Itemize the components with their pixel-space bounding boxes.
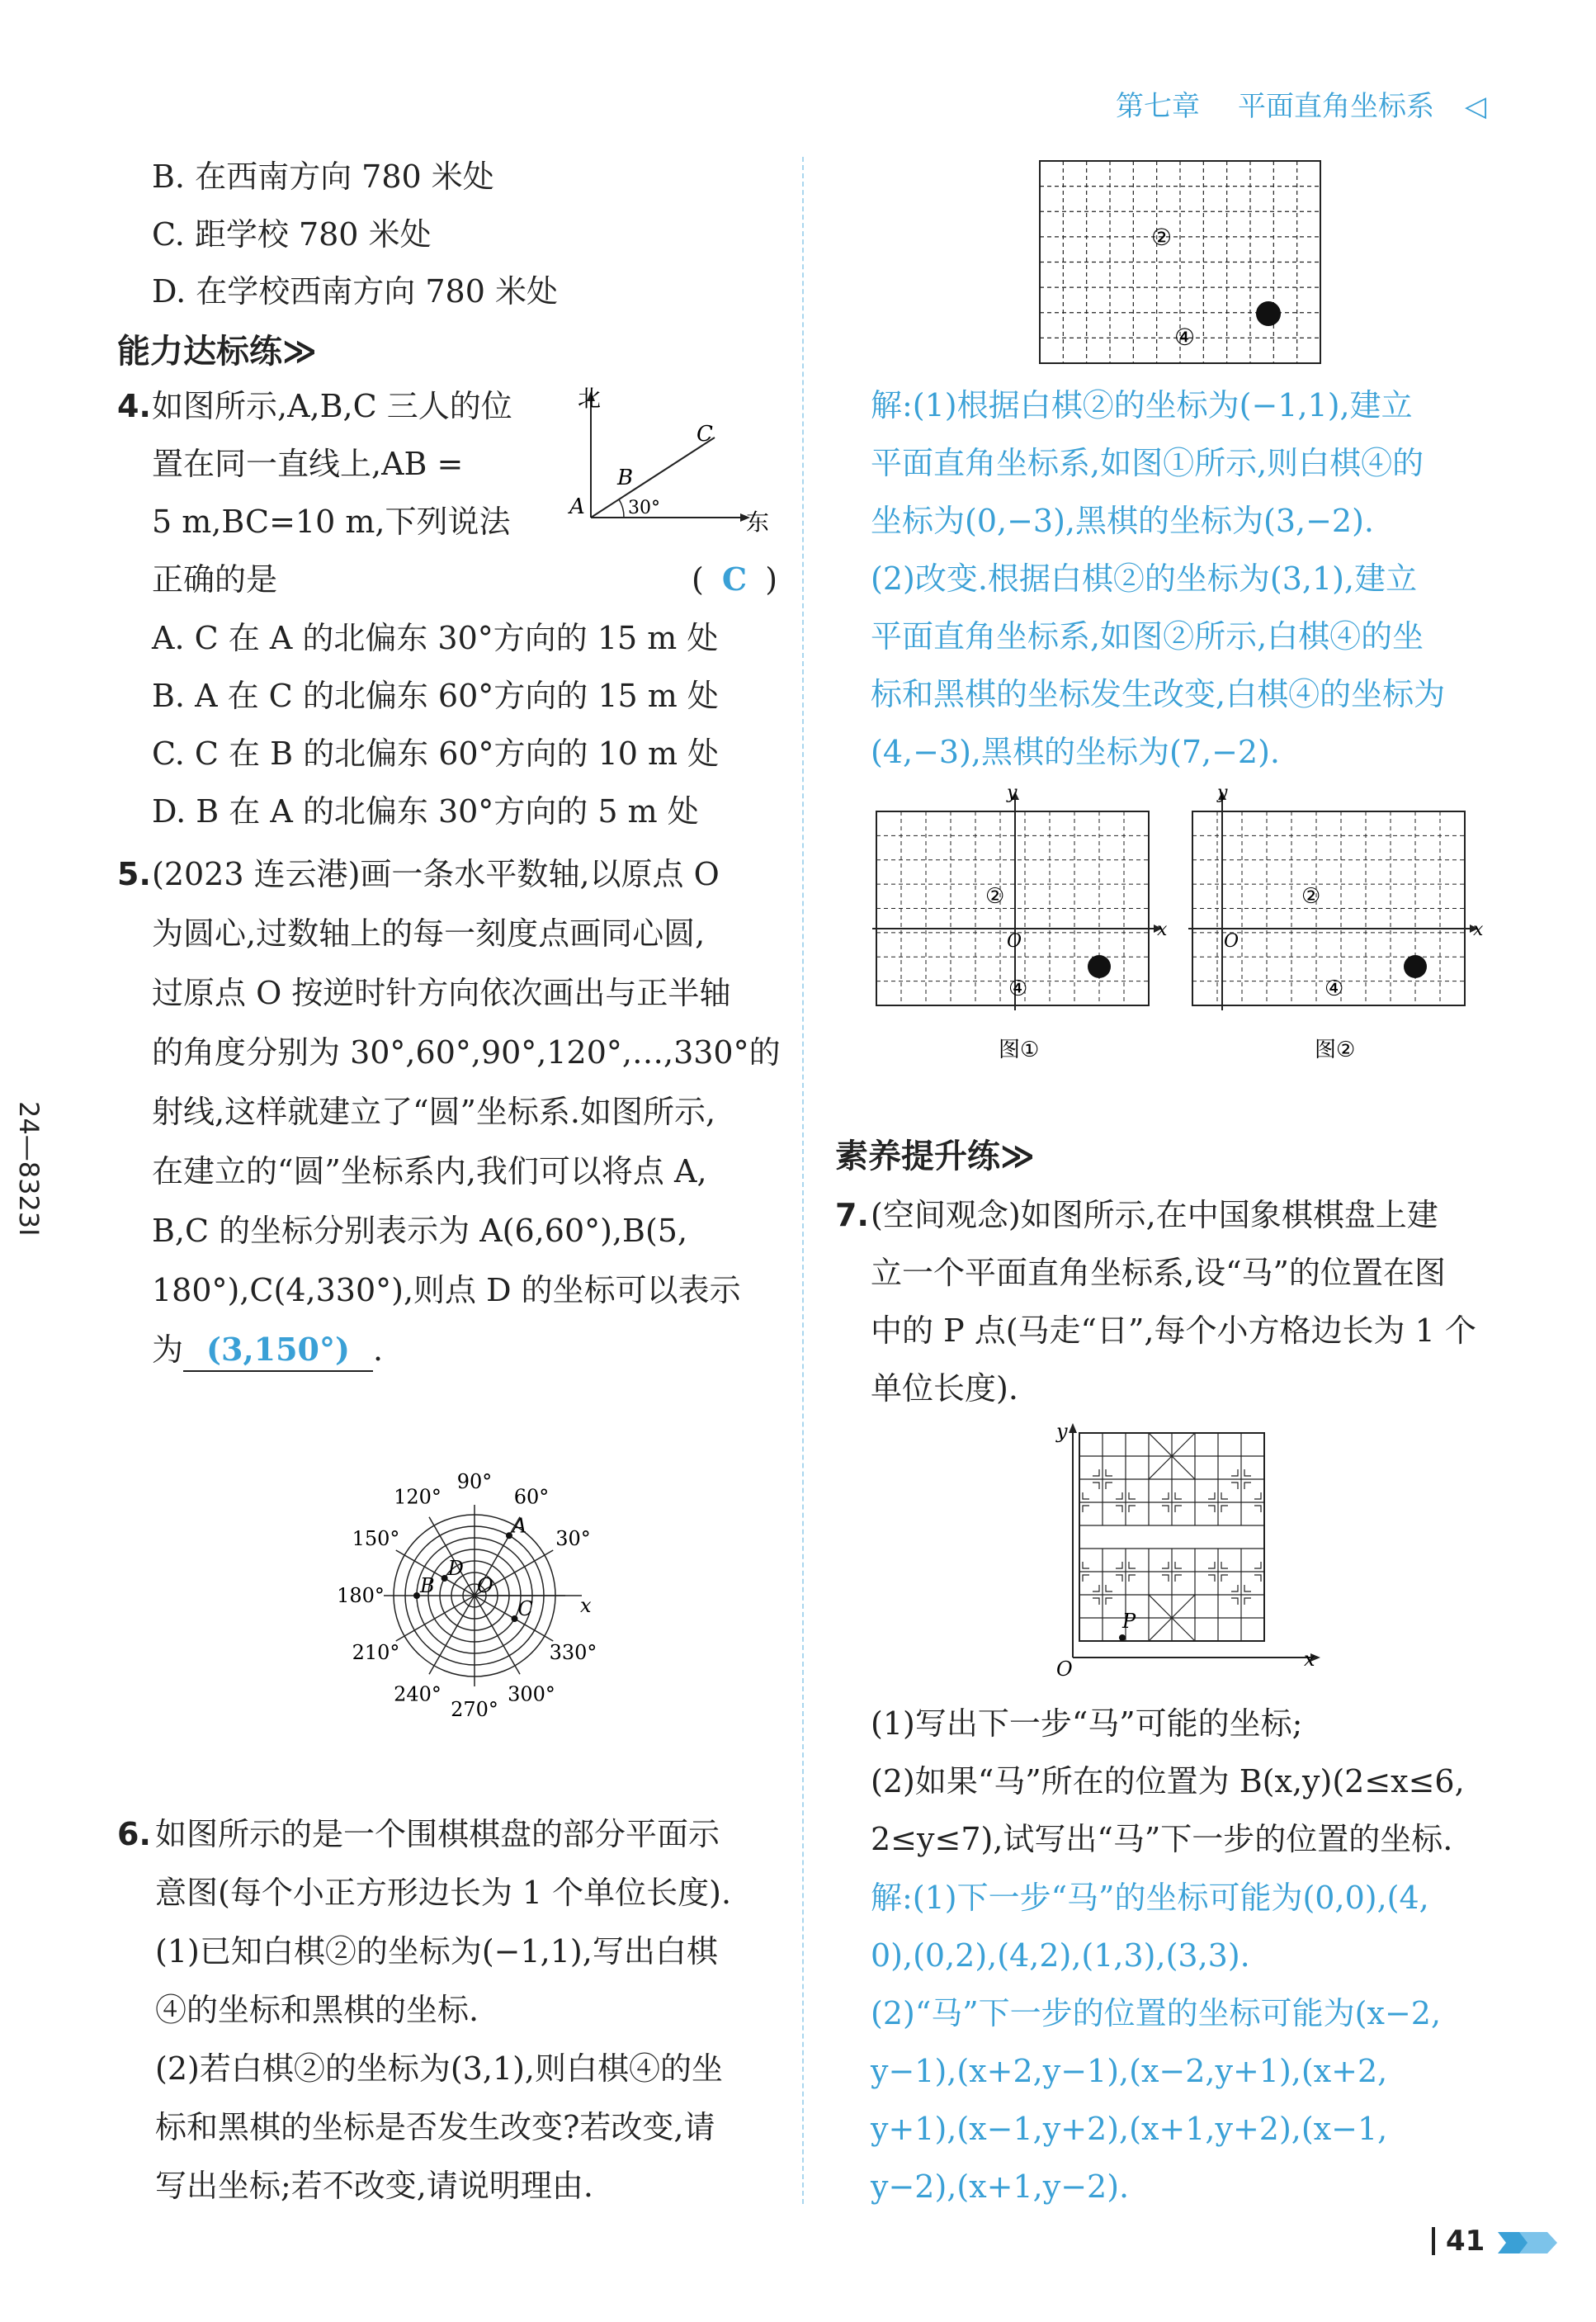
q5-line: 射线,这样就建立了“圆”坐标系.如图所示, [152, 1094, 716, 1130]
q6-line: 如图所示的是一个围棋棋盘的部分平面示 [155, 1816, 720, 1852]
q5-suffix: . [373, 1331, 384, 1368]
angle-tick-label: 240° [394, 1682, 441, 1706]
origin-label: O [477, 1574, 493, 1597]
q6-number: 6. [117, 1816, 151, 1852]
position-mark [1129, 1492, 1136, 1499]
q7-line: 单位长度). [871, 1370, 1018, 1407]
q5-line: (2023 连云港)画一条水平数轴,以原点 O [152, 856, 720, 892]
black-stone [1404, 955, 1427, 978]
position-mark [1175, 1562, 1182, 1568]
q7-part: (1)写出下一步“马”可能的坐标; [871, 1705, 1303, 1742]
q7-line: 立一个平面直角坐标系,设“马”的位置在图 [871, 1255, 1446, 1291]
bracket-open: ( [692, 561, 704, 598]
q4-answer: C [721, 560, 748, 598]
point-p-label: P [1122, 1610, 1136, 1633]
q4-line: 正确的是 [152, 561, 278, 598]
black-stone [1256, 301, 1281, 326]
position-mark [1221, 1562, 1228, 1568]
polar-point-c [511, 1615, 517, 1622]
position-mark [1231, 1469, 1238, 1476]
sol7-line: y+1),(x−1,y+2),(x+1,y+2),(x−1, [871, 2111, 1388, 2147]
header-chapter: 第七章 [1116, 90, 1200, 123]
q4-option-b: B. A 在 C 的北偏东 60°方向的 15 m 处 [152, 678, 719, 714]
polar-point-label: A [512, 1514, 527, 1538]
angle-tick-label: 60° [513, 1485, 550, 1509]
white-stone-2: ② [1151, 224, 1173, 251]
x-axis-label: x [1157, 920, 1168, 940]
position-mark [1093, 1469, 1099, 1476]
origin-label: O [1224, 931, 1239, 952]
position-mark [1208, 1575, 1215, 1582]
q5-number: 5. [117, 856, 151, 892]
sol7-line: (2)“马”下一步的位置的坐标可能为(x−2, [871, 1995, 1442, 2031]
q6-line: ④的坐标和黑棋的坐标. [155, 1992, 479, 2028]
column-divider [802, 157, 804, 2204]
position-mark [1116, 1506, 1122, 1512]
position-mark [1244, 1483, 1251, 1489]
position-mark [1208, 1562, 1215, 1568]
y-axis-arrow [1069, 1423, 1077, 1433]
polar-point-label: D [447, 1557, 464, 1580]
q5-line: 的角度分别为 30°,60°,90°,120°,…,330°的 [152, 1034, 781, 1071]
coordinate-figure-2 [1184, 783, 1484, 1073]
position-mark [1129, 1562, 1136, 1568]
position-mark [1083, 1562, 1089, 1568]
polar-point-b [413, 1592, 420, 1599]
position-mark [1254, 1506, 1261, 1512]
polar-coordinate-figure [243, 1379, 706, 1808]
q6-line: 写出坐标;若不改变,请说明理由. [155, 2168, 593, 2204]
q5-line: 在建立的“圆”坐标系内,我们可以将点 A, [152, 1153, 707, 1189]
black-stone [1088, 955, 1111, 978]
position-mark [1116, 1492, 1122, 1499]
q4-answer-bracket [692, 559, 777, 600]
position-mark [1175, 1492, 1182, 1499]
sol6-line: (2)改变.根据白棋②的坐标为(3,1),建立 [871, 560, 1418, 597]
position-mark [1106, 1598, 1112, 1605]
position-mark [1175, 1575, 1182, 1582]
q3-option-b: B. 在西南方向 780 米处 [152, 158, 494, 195]
figure-2-caption: 图② [1315, 1038, 1356, 1062]
position-mark [1116, 1575, 1122, 1582]
q4-number: 4. [117, 388, 151, 424]
point-c-label: C [696, 422, 713, 447]
q4-line: 如图所示,A,B,C 三人的位 [152, 388, 512, 424]
q5-line: 为圆心,过数轴上的每一刻度点画同心圆, [152, 915, 706, 952]
sol7-line: 解:(1)下一步“马”的坐标可能为(0,0),(4, [871, 1880, 1429, 1916]
position-mark [1221, 1575, 1228, 1582]
angle-tick-label: 90° [456, 1470, 493, 1493]
coordinate-figure-1 [868, 783, 1168, 1073]
sol6-line: 标和黑棋的坐标发生改变,白棋④的坐标为 [871, 676, 1446, 712]
polar-ray [396, 1596, 475, 1641]
q7-part: (2)如果“马”所在的位置为 B(x,y)(2≤x≤6, [871, 1763, 1465, 1799]
q4-option-c: C. C 在 B 的北偏东 60°方向的 10 m 处 [152, 735, 720, 772]
angle-tick-label: 180° [337, 1584, 385, 1607]
position-mark [1093, 1598, 1099, 1605]
page-number-bar [1432, 2227, 1435, 2255]
position-mark [1208, 1492, 1215, 1499]
angle-tick-label: 330° [549, 1641, 597, 1664]
section-title-literacy [835, 1136, 1035, 1177]
q3-option-c: C. 距学校 780 米处 [152, 216, 432, 253]
q5-answer: (3,150°) [183, 1329, 373, 1372]
q4-line: 置在同一直线上,AB = [152, 446, 464, 482]
position-mark [1221, 1506, 1228, 1512]
q4-line: 5 m,BC=10 m,下列说法 [152, 504, 511, 540]
position-mark [1244, 1598, 1251, 1605]
q3-option-d: D. 在学校西南方向 780 米处 [152, 273, 558, 310]
q6-line: 意图(每个小正方形边长为 1 个单位长度). [155, 1875, 732, 1911]
point-b-label: B [617, 466, 634, 490]
section-title-text: 素养提升练 [835, 1137, 1000, 1175]
position-mark [1116, 1562, 1122, 1568]
page-tab-decoration-icon [1498, 2229, 1564, 2257]
position-mark [1083, 1575, 1089, 1582]
position-mark [1231, 1585, 1238, 1591]
header-marker-icon: ◁ [1465, 90, 1487, 123]
angle-tick-label: 300° [508, 1682, 555, 1706]
position-mark [1254, 1562, 1261, 1568]
polar-ray [475, 1596, 520, 1674]
double-chevron-icon: ≫ [282, 333, 317, 371]
position-mark [1254, 1575, 1261, 1582]
x-axis-label: x [1473, 920, 1484, 940]
position-mark [1093, 1585, 1099, 1591]
q6-line: (2)若白棋②的坐标为(3,1),则白棋④的坐 [155, 2050, 723, 2087]
bracket-close: ) [765, 561, 778, 598]
q4-direction-figure [558, 381, 772, 538]
white-stone-4: ④ [1174, 324, 1196, 351]
y-axis-label: y [1056, 1420, 1068, 1443]
q7-part: 2≤y≤7),试写出“马”下一步的位置的坐标. [871, 1821, 1453, 1857]
q4-option-a: A. C 在 A 的北偏东 30°方向的 15 m 处 [152, 620, 719, 656]
sol7-line: y−2),(x+1,y−2). [871, 2168, 1130, 2205]
section-title-ability [117, 331, 317, 372]
polar-ray [429, 1596, 475, 1674]
position-mark [1129, 1506, 1136, 1512]
q6-line: 标和黑棋的坐标是否发生改变?若改变,请 [155, 2109, 715, 2145]
q5-prefix: 为 [152, 1331, 184, 1368]
chinese-chess-board-figure [1046, 1420, 1327, 1684]
polar-point-label: C [517, 1597, 533, 1620]
position-mark [1221, 1492, 1228, 1499]
polar-point-label: B [420, 1574, 435, 1597]
angle-tick-label: 210° [352, 1641, 400, 1664]
point-p-dot [1119, 1634, 1126, 1641]
position-mark [1129, 1575, 1136, 1582]
position-mark [1231, 1483, 1238, 1489]
go-board-figure [1036, 157, 1324, 367]
page-number: 41 [1446, 2225, 1485, 2258]
q4-option-d: D. B 在 A 的北偏东 30°方向的 5 m 处 [152, 793, 699, 830]
header-section: 平面直角坐标系 [1238, 90, 1434, 123]
q7-number: 7. [835, 1197, 869, 1233]
position-mark [1106, 1585, 1112, 1591]
origin-label: O [1007, 931, 1022, 952]
y-axis-label: y [1217, 783, 1228, 803]
position-mark [1208, 1506, 1215, 1512]
point-a-label: A [569, 494, 585, 519]
q7-line: (空间观念)如图所示,在中国象棋棋盘上建 [871, 1197, 1438, 1233]
sol6-line: 坐标为(0,−3),黑棋的坐标为(3,−2). [871, 503, 1375, 539]
q5-last-line [152, 1329, 383, 1372]
polar-point-d [441, 1575, 448, 1582]
y-axis-label: y [1007, 783, 1018, 803]
angle-tick-label: 120° [394, 1485, 441, 1509]
position-mark [1162, 1562, 1169, 1568]
q7-line: 中的 P 点(马走“日”,每个小方格边长为 1 个 [871, 1312, 1476, 1349]
angle-tick-label: 270° [451, 1698, 498, 1721]
position-mark [1244, 1469, 1251, 1476]
q5-line: B,C 的坐标分别表示为 A(6,60°),B(5, [152, 1213, 688, 1249]
polar-point-a [506, 1532, 512, 1539]
position-mark [1093, 1483, 1099, 1489]
sol6-line: (4,−3),黑棋的坐标为(7,−2). [871, 734, 1281, 770]
position-mark [1175, 1506, 1182, 1512]
sol6-line: 平面直角坐标系,如图②所示,白棋④的坐 [871, 618, 1424, 655]
position-mark [1244, 1585, 1251, 1591]
white-stone-2: ② [985, 884, 1005, 909]
section-title-text: 能力达标练 [117, 333, 282, 371]
position-mark [1083, 1506, 1089, 1512]
angle-tick-label: 150° [352, 1527, 400, 1550]
position-mark [1083, 1492, 1089, 1499]
sol6-line: 平面直角坐标系,如图①所示,则白棋④的 [871, 445, 1424, 481]
position-mark [1254, 1492, 1261, 1499]
position-mark [1162, 1506, 1169, 1512]
angle-tick-label: 30° [555, 1527, 591, 1550]
position-mark [1106, 1469, 1112, 1476]
angle-label: 30° [628, 498, 660, 518]
sol7-line: 0),(0,2),(4,2),(1,3),(3,3). [871, 1937, 1250, 1974]
q5-line: 过原点 O 按逆时针方向依次画出与正半轴 [152, 975, 731, 1011]
position-mark [1162, 1575, 1169, 1582]
q5-line: 180°),C(4,330°),则点 D 的坐标可以表示 [152, 1272, 741, 1308]
q6-line: (1)已知白棋②的坐标为(−1,1),写出白棋 [155, 1933, 718, 1970]
x-axis-label: x [1304, 1648, 1315, 1671]
figure-1-caption: 图① [999, 1038, 1040, 1062]
white-stone-4: ④ [1008, 977, 1028, 1001]
double-chevron-icon: ≫ [1000, 1137, 1035, 1175]
sol7-line: y−1),(x+2,y−1),(x−2,y+1),(x+2, [871, 2053, 1388, 2089]
side-code: 24—8323I [13, 1101, 45, 1237]
x-axis-label: x [580, 1594, 592, 1617]
position-mark [1231, 1598, 1238, 1605]
north-label: 北 [578, 385, 602, 412]
origin-label: O [1056, 1658, 1073, 1681]
sol6-line: 解:(1)根据白棋②的坐标为(−1,1),建立 [871, 387, 1413, 423]
white-stone-2: ② [1301, 884, 1321, 909]
position-mark [1162, 1492, 1169, 1499]
position-mark [1106, 1483, 1112, 1489]
east-label: 东 [746, 508, 770, 536]
white-stone-4: ④ [1324, 977, 1344, 1001]
